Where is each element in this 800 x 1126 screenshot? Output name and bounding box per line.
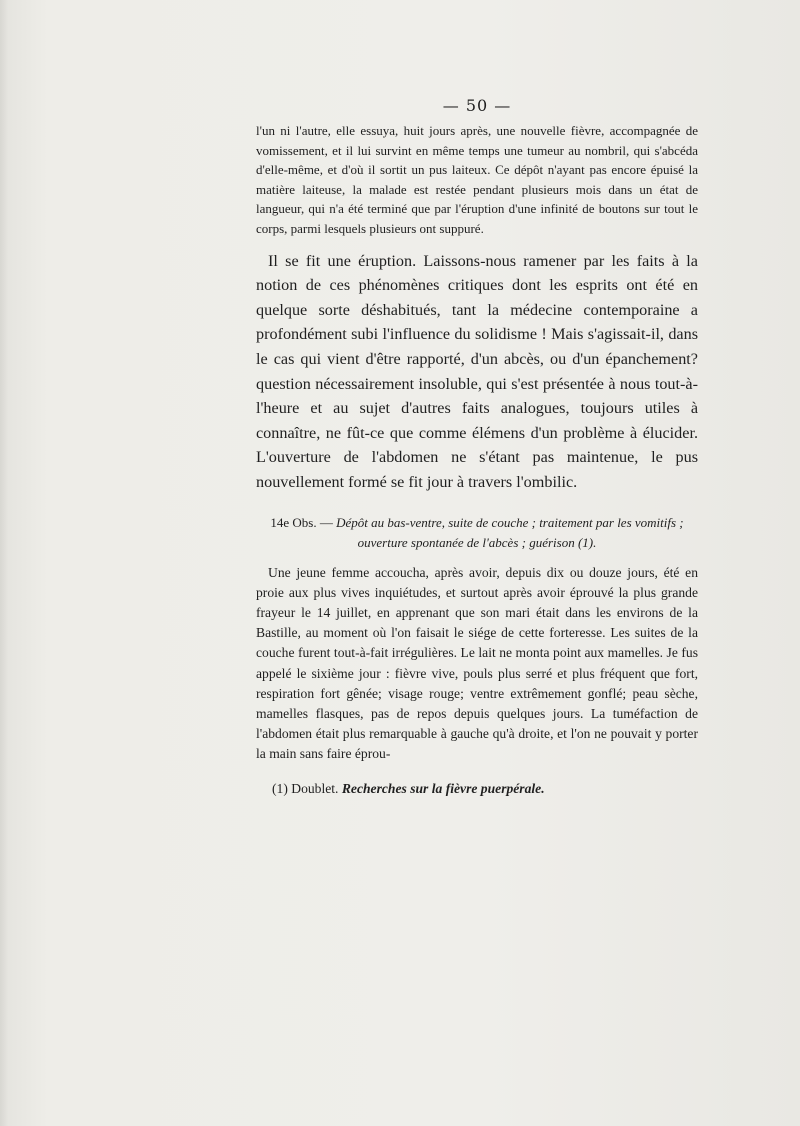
page-number: — 50 —: [442, 96, 512, 115]
footnote: [256, 779, 698, 799]
observation-label: 14e Obs. —: [270, 514, 333, 530]
page-edge-shadow: [0, 0, 8, 1126]
quoted-paragraph: l'un ni l'autre, elle essuya, huit jours après, une nouvelle fièvre, accompagnée de vomissement, et il lui survint en même temps une tumeur au nombril, qui s'abcéda d'elle-même, et d'où il sortit un pus laiteux. Ce dépôt n'ayant pas encore épuisé la matière laiteuse, la malade est restée pendant plusieurs mois dans un état de langueur, qui n'a été terminé que par l'éruption d'une infinité de boutons sur tout le corps, parmi lesquels plusieurs ont suppuré.: [256, 123, 698, 236]
footnote-marker: (1) Doublet.: [272, 780, 339, 796]
text-block: [256, 96, 698, 799]
observation-title: Dépôt au bas-ventre, suite de couche ; traitement par les vomitifs ; ouverture spontanée de l'abcès ; guérison (1).: [336, 514, 684, 550]
main-paragraph: Il se fit une éruption. Laissons-nous ramener par les faits à la notion de ces phénomènes critiques dont les esprits ont été en quelque sorte déshabitués, tant la médecine contemporaine a profondément subi l'influence du solidisme ! Mais s'agissait-il, dans le cas qui vient d'être rapporté, d'un abcès, ou d'un épanchement? question nécessairement insoluble, qui s'est présentée à nous tout-à-l'heure et au sujet d'autres faits analogues, toujours utiles à connaître, ne fût-ce que comme élémens d'un problème à élucider. L'ouverture de l'abdomen ne s'étant pas maintenue, le pus nouvellement formé se fit jour à travers l'ombilic.: [256, 251, 698, 491]
case-paragraph: Une jeune femme accoucha, après avoir, depuis dix ou douze jours, été en proie aux plus vives inquiétudes, et surtout après avoir éprouvé la plus grande frayeur le 14 juillet, en apprenant que son mari était dans les environs de la Bastille, au moment où l'on faisait le siége de cette forteresse. Les suites de la couche furent tout-à-fait irrégulières. Le lait ne monta point aux mamelles. Je fus appelé le sixième jour : fièvre vive, pouls plus serré et plus fréquent que fort, respiration fort gênée; visage rouge; ventre extrêmement gonflé; peau sèche, mamelles flasques, pas de repos depuis quelques jours. La tuméfaction de l'abdomen était plus remarquable à gauche qu'à droite, et l'on ne pouvait y porter la main sans faire éprou-: [256, 564, 698, 762]
footnote-title: Recherches sur la fièvre puerpérale.: [341, 780, 545, 796]
observation-heading: [256, 513, 698, 553]
